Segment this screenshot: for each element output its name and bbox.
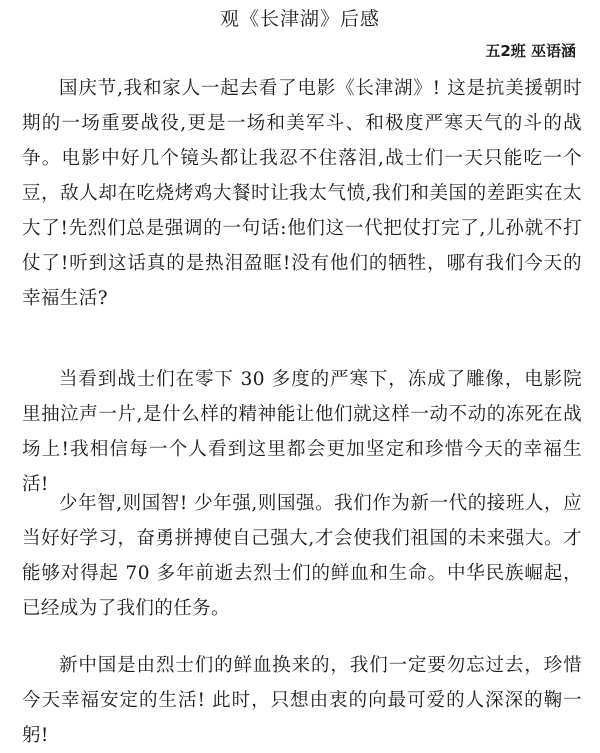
paragraph-1: 国庆节,我和家人一起去看了电影《长津湖》! 这是抗美援朝时期的一场重要战役,更是一场和美军斗、和极度严寒天气的斗的战争。电影中好几个镜头都让我忍不住落泪,战士们一天只能吃一个豆，敌人却在吃烧烤鸡大餐时让我太气愤,我们和美国的差距实在太大了!先烈们总是强调的一句话:他们这一代把仗打完了,儿孙就不打仗了!听到这话真的是热泪盈眶!没有他们的牺牲，哪有我们今天的幸福生活? — [22, 78, 582, 309]
author-line: 五2班 巫语涵 — [485, 42, 576, 60]
paragraph-3: 少年智,则国智! 少年强,则国强。我们作为新一代的接班人，应当好好学习，奋勇拼搏使自己强大,才会使我们祖国的未来强大。才能够对得起 70 多年前逝去烈士们的鲜血和生命。中华民族崛起，已经成为了我们的任务。 — [22, 493, 582, 619]
paragraph-2: 当看到战士们在零下 30 多度的严寒下，冻成了雕像，电影院里抽泣声一片,是什么样的精神能让他们就这样一动不动的冻死在战场上!我相信每一个人看到这里都会更加坚定和珍惜今天的幸福生活! — [22, 369, 582, 495]
document-title: 观《长津湖》后感 — [219, 8, 380, 30]
paragraph-4: 新中国是由烈士们的鲜血换来的，我们一定要勿忘过去，珍惜今天幸福安定的生活! 此时，只想由衷的向最可爱的人深深的鞠一躬! — [22, 655, 582, 746]
